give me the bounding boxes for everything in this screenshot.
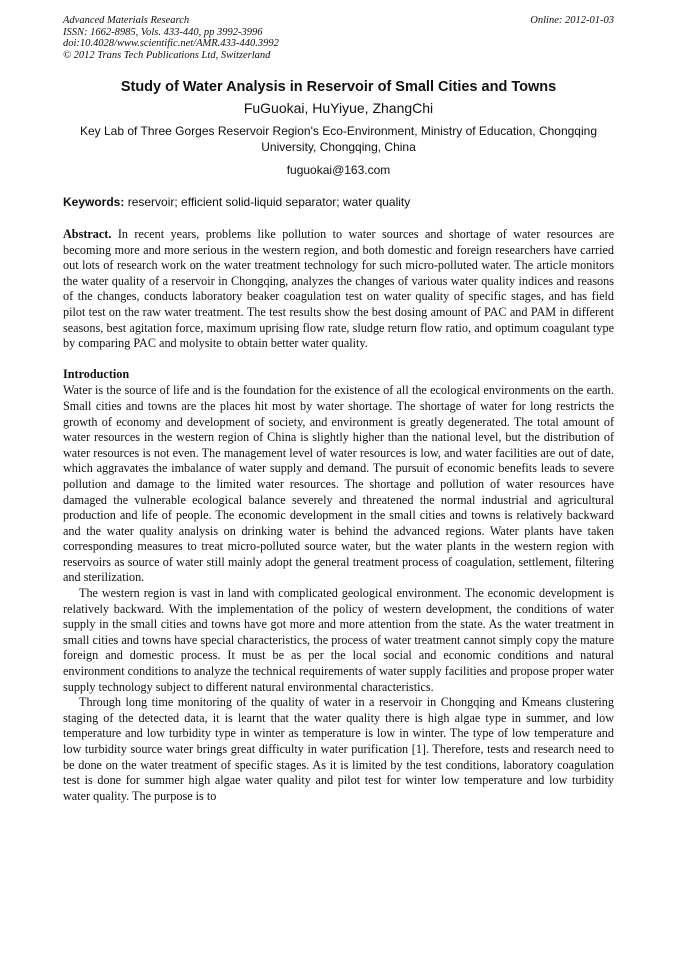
intro-paragraph-2: The western region is vast in land with complicated geological environment. The economic development is relatively backward. With the implementation of the policy of western development, the conditions of water supply in the small cities and towns have got more and more attention from the state. As the water treatment in small cities and towns have special characteristics, the process of water treatment cannot simply copy the mature foreign and domestic process. It must be as per the local social and economic conditions and natural environment conditions to analyze the technical requirements of water supply facilities and propose proper water supply technology subject to different natural environmental characteristics.: [63, 586, 614, 694]
journal-header: [63, 15, 614, 61]
issn-line: ISSN: 1662-8985, Vols. 433-440, pp 3992-3996: [63, 26, 263, 38]
abstract-label: Abstract.: [63, 227, 112, 241]
paper-page: [63, 15, 614, 804]
keywords-label: Keywords:: [63, 195, 125, 209]
copyright-line: © 2012 Trans Tech Publications Ltd, Switzerland: [63, 49, 271, 61]
section-heading-introduction: Introduction: [63, 366, 130, 381]
keywords-line: [63, 195, 614, 210]
intro-paragraph-3: Through long time monitoring of the quality of water in a reservoir in Chongqing and Kmeans clustering staging of the detected data, it is learnt that the water quality there is high algae type in summer, and low temperature and low turbidity type in winter as temperature is low in winter. The type of low temperature and low turbidity source water brings great difficulty in water purification [1]. Therefore, tests and research need to be done on the water treatment of specific stages. As it is limited by the test conditions, laboratory coagulation test is done for summer high algae water quality and pilot test for winter low temperature and low turbidity water quality. The purpose is to: [63, 695, 614, 803]
author-email: fuguokai@163.com: [286, 163, 391, 177]
intro-paragraph-1: Water is the source of life and is the foundation for the existence of all the ecological environments on the earth. Small cities and towns are the places hit most by water shortage. The shortage of water for long restricts the growth of economy and development of society, and environment is greatly degenerated. The total amount of water resources in the western region of China is slightly higher than the national level, but the distribution of water resources is not even. The management level of water resources is low, and water facilities are out of date, which aggravates the imbalance of water supply and demand. The pursuit of economic benefits leads to severe pollution and damage to the limited water resources. The shortage and pollution of water resources have damaged the vulnerable ecological balance severely and threatened the normal industrial and agricultural production and life of people. The economic development in the small cities and towns is relatively backward and the water quality analysis on drinking water is behind the advanced regions. Water plants have taken corresponding measures to treat micro-polluted source water, but the water plants in the western region with reservoirs as source of water still mainly adopt the general treatment process of coagulation, settlement, filtering and sterilization.: [63, 383, 614, 585]
abstract-paragraph: [63, 227, 614, 352]
paper-title: Study of Water Analysis in Reservoir of Small Cities and Towns: [120, 79, 557, 95]
journal-name: Advanced Materials Research: [63, 15, 190, 26]
online-date: Online: 2012-01-03: [530, 15, 614, 26]
abstract-text: In recent years, problems like pollution to water sources and shortage of water resources are becoming more and more serious in the western region, and both domestic and foreign researchers have carried out lots of research work on the water treatment technology for such micro-polluted water. The article monitors the water quality of a reservoir in Chongqing, analyzes the changes of various water quality indices and reasons of the changes, conducts laboratory beaker coagulation test on water quality of specific stages, and has field pilot test on the raw water treatment. The test results show the best dosing amount of PAC and PAM in different seasons, best agitation force, maximum uprising flow rate, sludge return flow ratio, and optimum coagulant type by comparing PAC and molysite to obtain better water quality.: [63, 227, 614, 351]
doi-line: doi:10.4028/www.scientific.net/AMR.433-440.3992: [63, 38, 279, 49]
paper-affiliation: Key Lab of Three Gorges Reservoir Region's Eco-Environment, Ministry of Education, Chongqing University, Chongqing, China: [80, 124, 597, 154]
keywords-text: reservoir; efficient solid-liquid separator; water quality: [124, 195, 411, 209]
paper-authors: FuGuokai, HuYiyue, ZhangChi: [243, 100, 434, 116]
